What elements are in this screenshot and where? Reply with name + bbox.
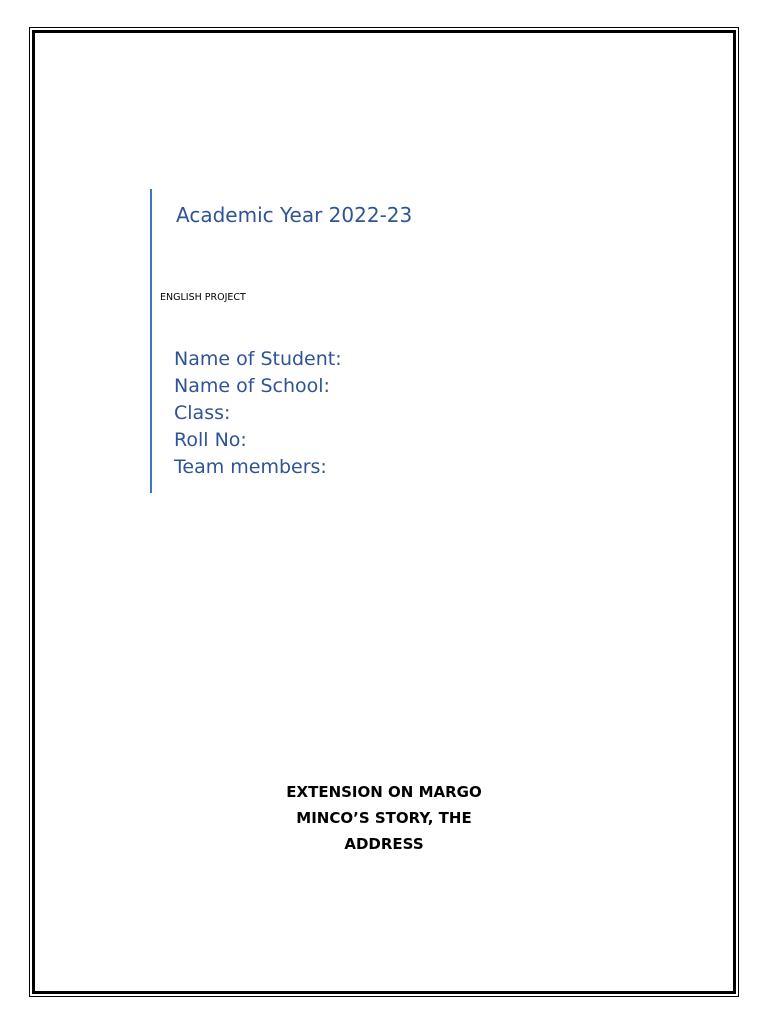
project-title-line-2: MINCO’S STORY, THE xyxy=(296,809,472,827)
field-name-of-school: Name of School: xyxy=(174,375,330,397)
project-title xyxy=(234,779,534,857)
field-team-members: Team members: xyxy=(174,456,327,478)
subject-label: ENGLISH PROJECT xyxy=(160,292,246,303)
field-class: Class: xyxy=(174,402,231,424)
project-title-line-1: EXTENSION ON MARGO xyxy=(286,783,482,801)
academic-year-heading: Academic Year 2022-23 xyxy=(176,203,413,227)
field-roll-no: Roll No: xyxy=(174,429,247,451)
accent-side-rule xyxy=(150,189,152,493)
field-name-of-student: Name of Student: xyxy=(174,348,342,370)
project-title-line-3: ADDRESS xyxy=(344,835,424,853)
student-details-block xyxy=(174,346,342,481)
